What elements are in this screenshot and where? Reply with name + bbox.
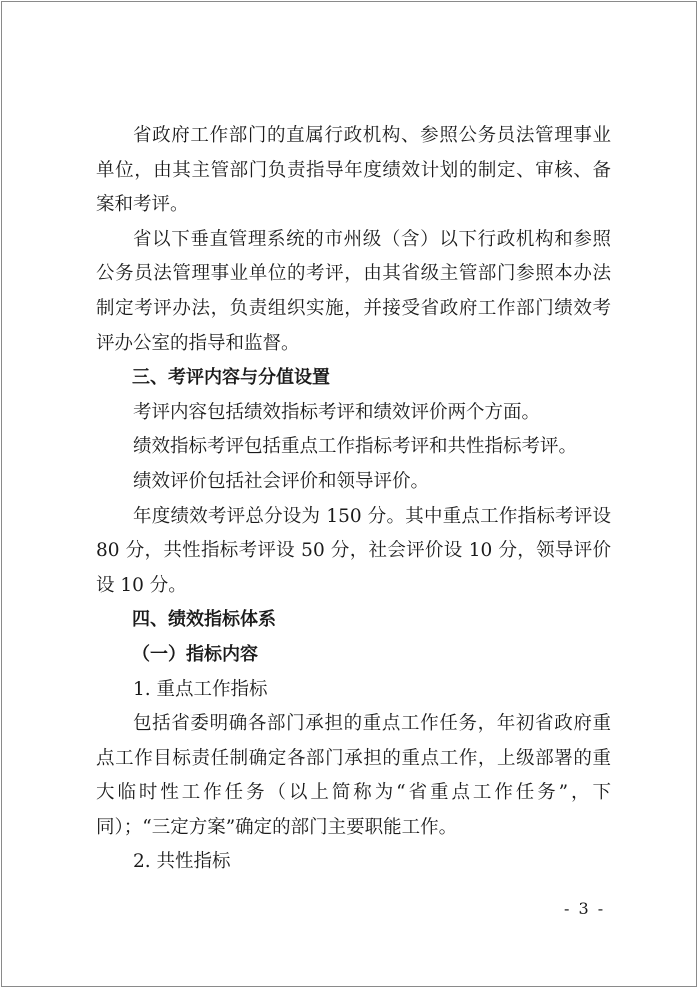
paragraph: 包括省委明确各部门承担的重点工作任务，年初省政府重点工作目标责任制确定各部门承担的重点工作，上级部署的重大临时性工作任务（以上简称为“省重点工作任务”，下同）；“三定方案”确定的部门主要职能工作。 <box>96 713 611 838</box>
paragraph: 绩效评价包括社会评价和领导评价。 <box>133 470 430 492</box>
document-page <box>1 1 697 987</box>
paragraph: 绩效指标考评包括重点工作指标考评和共性指标考评。 <box>133 436 578 458</box>
paragraph: 省政府工作部门的直属行政机构、参照公务员法管理事业单位，由其主管部门负责指导年度绩效计划的制定、审核、备案和考评。 <box>96 125 611 216</box>
section-heading: 三、考评内容与分值设置 <box>132 367 330 389</box>
list-item-heading: 1. 重点工作指标 <box>133 678 268 700</box>
paragraph: 考评内容包括绩效指标考评和绩效评价两个方面。 <box>133 401 541 423</box>
document-body <box>96 119 611 880</box>
page-number: - 3 - <box>564 899 606 918</box>
list-item-heading: 2. 共性指标 <box>133 851 231 873</box>
subsection-heading: （一）指标内容 <box>132 643 258 665</box>
paragraph: 省以下垂直管理系统的市州级（含）以下行政机构和参照公务员法管理事业单位的考评，由其省级主管部门参照本办法制定考评办法，负责组织实施，并接受省政府工作部门绩效考评办公室的指导和监督。 <box>96 228 611 354</box>
paragraph: 年度绩效考评总分设为 150 分。其中重点工作指标考评设 80 分，共性指标考评设 50 分，社会评价设 10 分，领导评价设 10 分。 <box>96 505 611 596</box>
section-heading: 四、绩效指标体系 <box>132 609 276 631</box>
